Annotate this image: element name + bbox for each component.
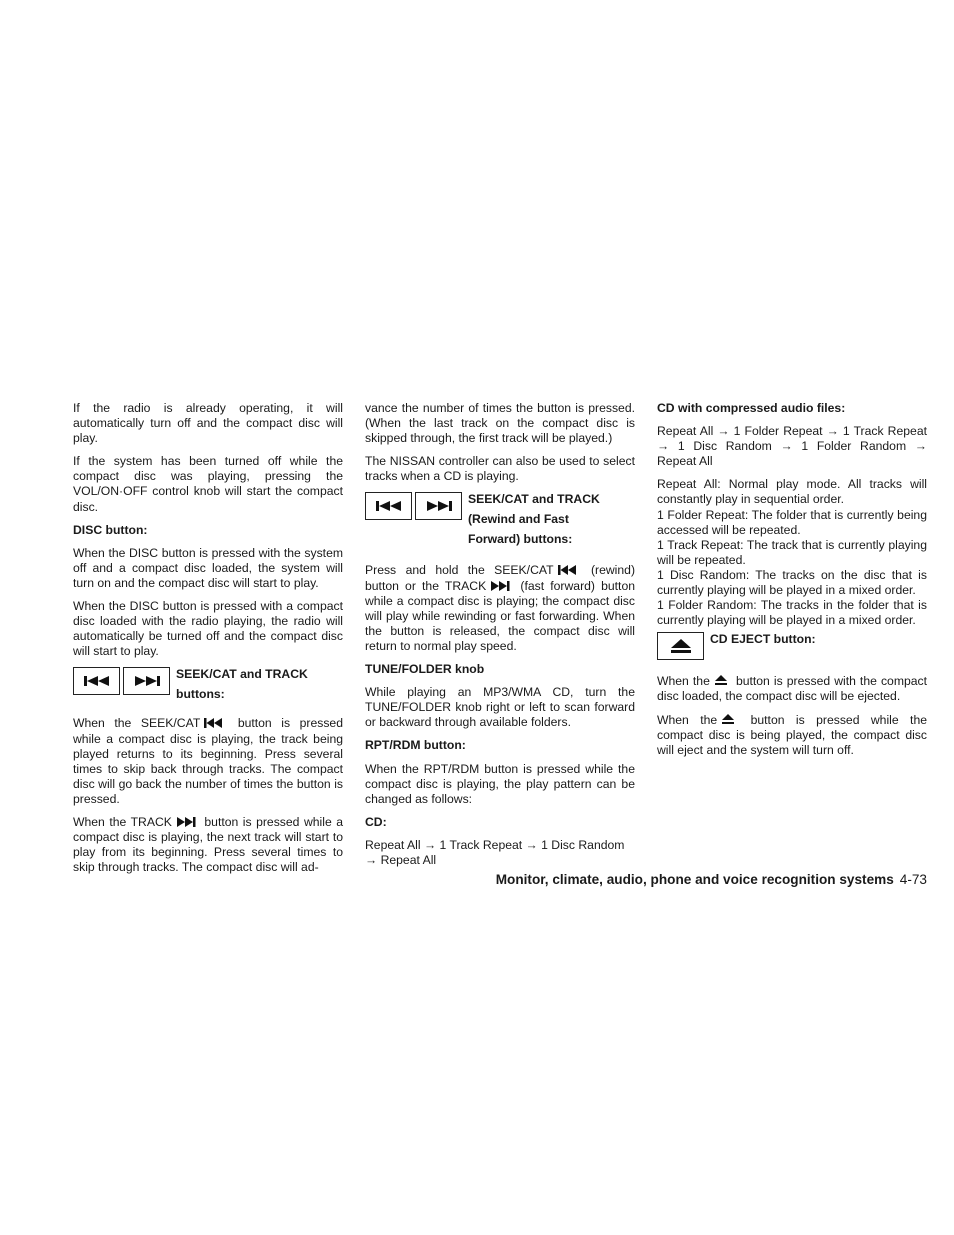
seek-track-label [176,664,308,704]
rpt-rdm-heading: RPT/RDM button: [365,738,466,753]
column-3 [657,401,927,766]
paragraph: While playing an MP3/WMA CD, turn the TUNE/FOLDER knob right or left to scan forward or backward through available folders. [365,685,635,730]
text-run: button is pressed while a compact disc is playing, the next track will start to play from its beginning. Press several times to skip through tracks. The compact disc will ad- [73,814,344,875]
paragraph [657,674,927,704]
track-forward-button-illustration [123,667,170,695]
text-run: When the TRACK [73,814,172,829]
paragraph: The NISSAN controller can also be used to select tracks when a CD is playing. [365,454,635,484]
paragraph: Repeat All: Normal play mode. All tracks will constantly play in sequential order. [657,477,927,507]
skip-forward-icon [490,581,510,591]
text-run: button is pressed while a compact disc is playing, the track being played returns to its beginning. Press several times to skip back through tracks. The compact disc will go back the number of times the button is pressed. [73,716,343,806]
label-line: SEEK/CAT and TRACK [176,667,308,682]
skip-forward-icon [133,675,161,687]
seek-track-rewind-ff-figure [365,492,635,549]
seek-back-button-illustration [365,492,412,520]
label-line: Forward) buttons: [468,532,573,547]
paragraph: When the DISC button is pressed with the system off and a compact disc loaded, the system will turn on and the compact disc will start to play. [73,545,343,590]
paragraph: When the DISC button is pressed with a compact disc loaded with the radio playing, the radio will automatically be turned off and the compact disc will start to play. [73,599,343,659]
column-1 [73,401,343,875]
skip-back-icon [375,500,403,512]
seek-track-buttons-figure [73,667,343,704]
label-line: SEEK/CAT and TRACK [468,492,600,507]
text-run: (fast forward) button while a compact disc is playing; the compact disc will play while rewinding or fast forwarding. When the button is released, the compact disc will return to normal play speed. [365,578,636,653]
text-run: (rewind) button or the TRACK [365,563,636,593]
text-run: When the [657,674,710,689]
page-number: 4-73 [899,872,927,887]
paragraph: When the RPT/RDM button is pressed while the compact disc is playing, the play pattern can be changed as follows: [365,761,635,806]
text-run: When the [657,712,718,727]
label-line: (Rewind and Fast [468,512,569,527]
seek-track-label [468,489,600,549]
paragraph [657,713,927,758]
eject-icon [670,638,692,654]
eject-label: CD EJECT button: [710,632,816,647]
paragraph: Repeat All → 1 Track Repeat → 1 Disc Random → Repeat All [365,837,625,867]
skip-back-icon [83,675,111,687]
paragraph: If the system has been turned off while the compact disc was playing, pressing the VOL/ON·OFF control knob will start the compact disc. [73,454,343,514]
paragraph [365,563,635,654]
eject-button-illustration [657,632,704,660]
eject-icon [721,714,735,725]
paragraph: If the radio is already operating, it will automatically turn off and the compact disc will play. [73,401,343,446]
cd-eject-figure [657,632,927,660]
paragraph: 1 Folder Repeat: The folder that is currently being accessed will be repeated. [657,507,927,537]
skip-forward-icon [176,817,196,827]
column-2 [365,401,635,868]
section-title: Monitor, climate, audio, phone and voice recognition systems [495,872,894,887]
text-run: Press and hold the SEEK/CAT [365,563,554,578]
seek-back-button-illustration [73,667,120,695]
track-forward-button-illustration [415,492,462,520]
text-run: button is pressed while the compact disc is being played, the compact disc will eject and the system will turn off. [657,712,927,757]
text-run: When the SEEK/CAT [73,716,201,731]
paragraph: Repeat All → 1 Folder Repeat → 1 Track Repeat → 1 Disc Random → 1 Folder Random → Repeat All [657,424,927,469]
paragraph [73,716,343,807]
skip-forward-icon [425,500,453,512]
eject-icon [714,675,728,686]
paragraph: vance the number of times the button is pressed. (When the last track on the compact disc is skipped through, the first track will be played.) [365,401,635,446]
label-line: buttons: [176,687,225,702]
skip-back-icon [204,718,224,728]
paragraph: 1 Folder Random: The tracks in the folder that is currently playing will be played in a mixed order. [657,598,927,628]
paragraph [73,815,343,875]
compressed-audio-heading: CD with compressed audio files: [657,401,846,415]
cd-heading: CD: [365,814,387,829]
paragraph: 1 Track Repeat: The track that is currently playing will be repeated. [657,537,927,567]
text-run: button is pressed with the compact disc loaded, the compact disc will be ejected. [657,674,928,704]
tune-folder-heading: TUNE/FOLDER knob [365,662,485,677]
paragraph: 1 Disc Random: The tracks on the disc that is currently playing will be played in a mixed order. [657,567,927,598]
disc-button-heading: DISC button: [73,522,148,537]
page-footer [496,872,927,887]
skip-back-icon [558,565,578,575]
